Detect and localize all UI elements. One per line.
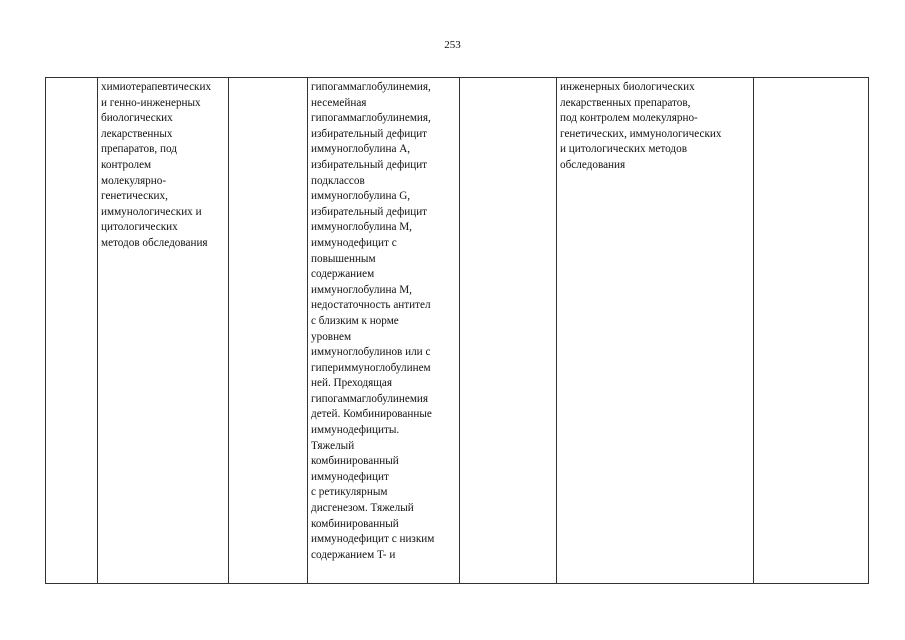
table-row bbox=[46, 78, 869, 584]
cell-line: иммуноглобулина A, bbox=[311, 143, 411, 156]
cell-line: комбинированный bbox=[311, 517, 399, 530]
cell-line: избирательный дефицит bbox=[311, 158, 428, 171]
cell-line: иммуноглобулина M, bbox=[311, 221, 412, 234]
cell-line: Тяжелый bbox=[311, 439, 355, 452]
table-cell-col1 bbox=[46, 78, 98, 584]
table-cell-col3 bbox=[229, 78, 308, 584]
cell-line: дисгенезом. Тяжелый bbox=[311, 502, 414, 515]
cell-line: детей. Комбинированные bbox=[311, 408, 432, 421]
table-cell-col7 bbox=[754, 78, 869, 584]
table-cell-col2 bbox=[98, 78, 229, 584]
cell-line: гипогаммаглобулинемия, bbox=[311, 81, 431, 93]
cell-line: химиотерапевтических bbox=[101, 81, 212, 93]
cell-line: иммунодефициты. bbox=[311, 424, 400, 437]
cell-line: цитологических bbox=[101, 221, 178, 234]
cell-line: методов обследования bbox=[101, 236, 208, 249]
cell-line: содержанием bbox=[311, 268, 375, 281]
cell-line: иммунодефицит с bbox=[311, 236, 397, 249]
table-cell-col6 bbox=[557, 78, 754, 584]
cell-line: контролем bbox=[101, 158, 152, 171]
cell-line: ней. Преходящая bbox=[311, 377, 393, 390]
cell-text-col4 bbox=[311, 80, 456, 563]
cell-line: недостаточность антител bbox=[311, 299, 431, 312]
table-cell-col4 bbox=[308, 78, 460, 584]
cell-line: и генно-инженерных bbox=[101, 96, 201, 109]
cell-line: несемейная bbox=[311, 96, 367, 109]
data-table bbox=[45, 77, 869, 584]
cell-text-col2 bbox=[101, 80, 225, 252]
cell-line: повышенным bbox=[311, 252, 376, 265]
cell-line: иммуноглобулинов или с bbox=[311, 346, 431, 359]
cell-line: препаратов, под bbox=[101, 143, 177, 156]
cell-line: инженерных биологических bbox=[560, 81, 695, 93]
cell-line: генетических, иммунологических bbox=[560, 127, 722, 140]
cell-line: генетических, bbox=[101, 190, 168, 203]
cell-line: иммунодефицит bbox=[311, 470, 389, 483]
cell-line: иммунологических и bbox=[101, 205, 202, 218]
cell-text-col6 bbox=[560, 80, 750, 174]
cell-line: с близким к норме bbox=[311, 314, 399, 327]
cell-line: лекарственных препаратов, bbox=[560, 96, 691, 109]
cell-line: подклассов bbox=[311, 174, 365, 187]
cell-line: избирательный дефицит bbox=[311, 127, 428, 140]
cell-line: гипериммуноглобулинем bbox=[311, 361, 431, 374]
cell-line: обследования bbox=[560, 158, 626, 171]
cell-line: биологических bbox=[101, 112, 173, 125]
cell-line: с ретикулярным bbox=[311, 486, 388, 499]
cell-line: лекарственных bbox=[101, 127, 173, 140]
cell-line: иммуноглобулина M, bbox=[311, 283, 412, 296]
cell-line: и цитологических методов bbox=[560, 143, 687, 156]
cell-line: уровнем bbox=[311, 330, 352, 343]
cell-line: под контролем молекулярно- bbox=[560, 112, 698, 125]
cell-line: иммуноглобулина G, bbox=[311, 190, 411, 203]
cell-line: содержанием T- и bbox=[311, 548, 396, 561]
cell-line: избирательный дефицит bbox=[311, 205, 428, 218]
cell-line: гипогаммаглобулинемия bbox=[311, 392, 429, 405]
cell-line: гипогаммаглобулинемия, bbox=[311, 112, 431, 125]
table-cell-col5 bbox=[460, 78, 557, 584]
cell-line: комбинированный bbox=[311, 455, 399, 468]
cell-line: молекулярно- bbox=[101, 174, 167, 187]
page-number: 253 bbox=[444, 39, 461, 51]
cell-line: иммунодефицит с низким bbox=[311, 533, 435, 546]
